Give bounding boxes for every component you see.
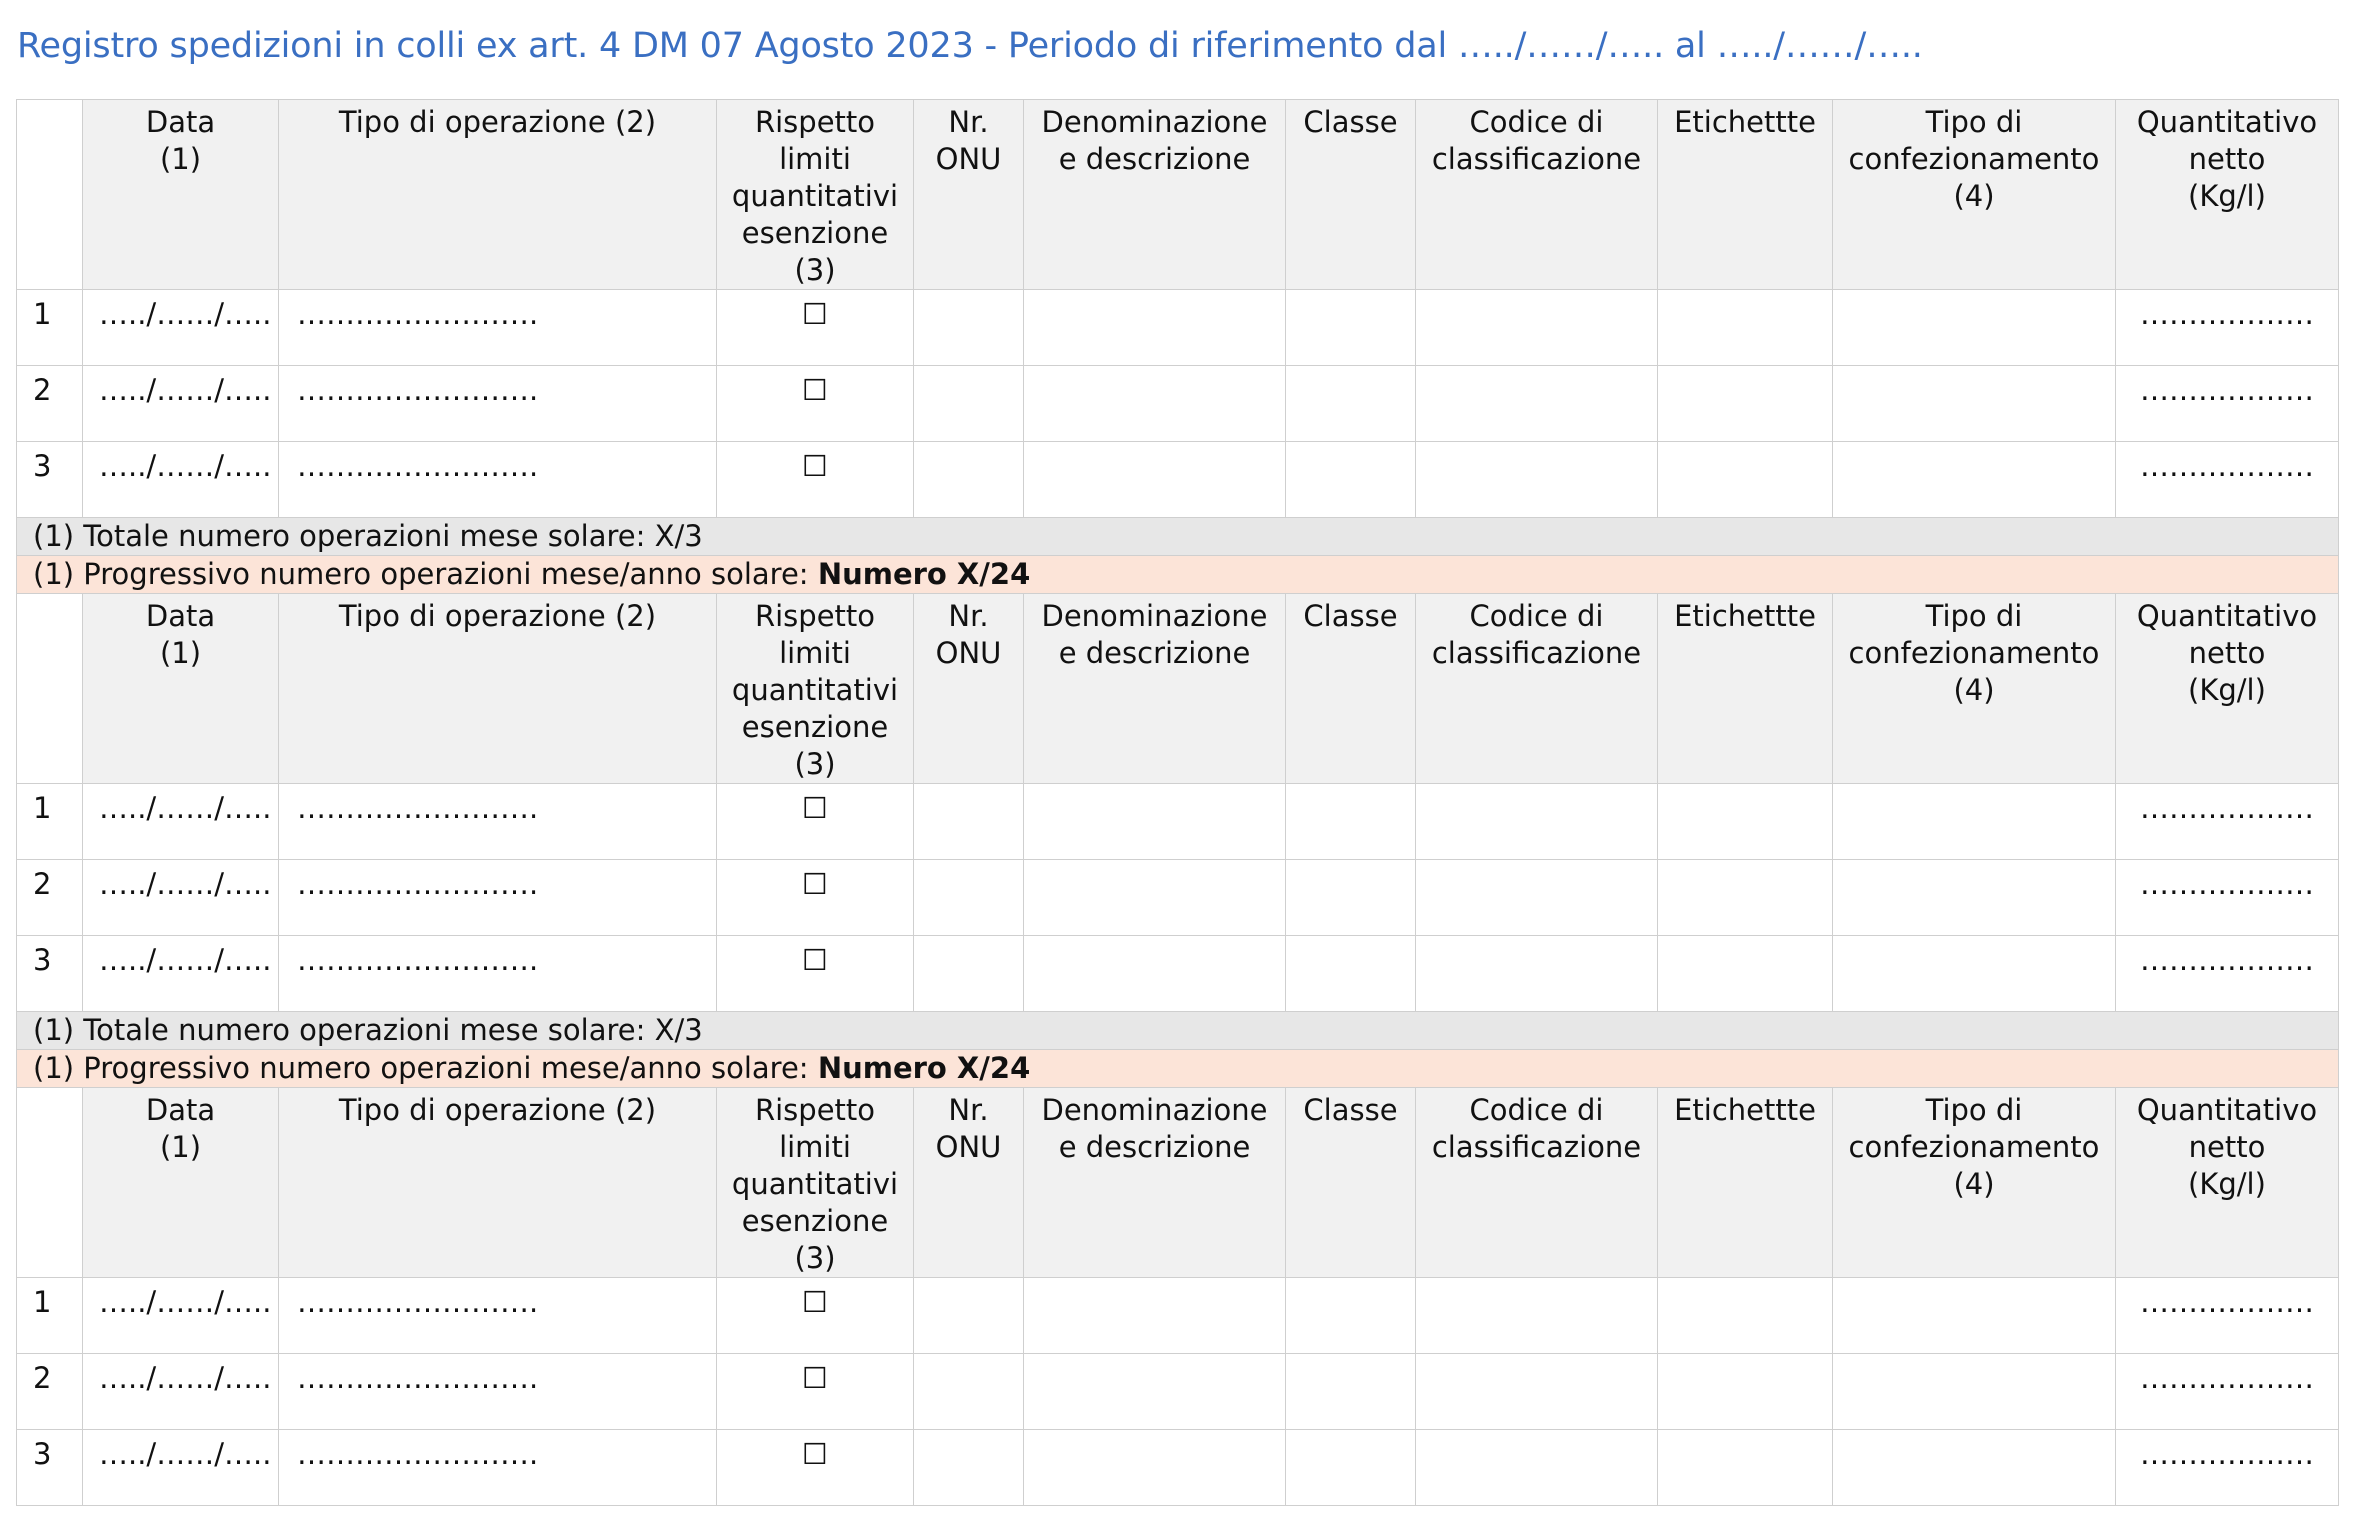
packaging-type-field[interactable] [1833, 442, 2116, 518]
header-index-cell [17, 594, 83, 784]
classification-code-field[interactable] [1416, 1278, 1658, 1354]
header-line: Nr. [948, 105, 989, 139]
header-line: Classe [1303, 1093, 1398, 1127]
header-line: Etichettte [1674, 105, 1816, 139]
exemption-checkbox[interactable]: ☐ [717, 366, 914, 442]
column-header-tipo [279, 1088, 717, 1278]
labels-field[interactable] [1658, 366, 1833, 442]
class-field[interactable] [1286, 860, 1416, 936]
column-header-codice [1416, 1088, 1658, 1278]
progressive-count-row [17, 1050, 2339, 1088]
table-row [17, 290, 2339, 366]
header-line: Tipo di [1925, 105, 2023, 139]
packaging-type-field[interactable] [1833, 860, 2116, 936]
header-line: quantitativi [731, 179, 899, 213]
header-line: ONU [935, 636, 1002, 670]
row-number: 1 [17, 784, 83, 860]
header-row [17, 100, 2339, 290]
column-header-codice [1416, 100, 1658, 290]
header-line: netto [2188, 636, 2266, 670]
progressive-count-cell [17, 556, 2339, 594]
class-field[interactable] [1286, 1278, 1416, 1354]
column-header-confezionamento [1833, 1088, 2116, 1278]
table-row [17, 366, 2339, 442]
onu-field[interactable] [914, 860, 1024, 936]
row-number: 2 [17, 860, 83, 936]
header-line: esenzione [741, 710, 889, 744]
exemption-checkbox[interactable]: ☐ [717, 784, 914, 860]
column-header-rispetto [717, 100, 914, 290]
description-field[interactable] [1024, 1278, 1286, 1354]
header-index-cell [17, 100, 83, 290]
packaging-type-field[interactable] [1833, 1430, 2116, 1506]
operation-type-field[interactable]: ……………………. [279, 442, 717, 518]
column-header-data [83, 1088, 279, 1278]
header-line: (3) [794, 747, 836, 781]
header-line: (Kg/l) [2188, 1167, 2266, 1201]
exemption-checkbox[interactable]: ☐ [717, 936, 914, 1012]
classification-code-field[interactable] [1416, 290, 1658, 366]
header-line: Codice di [1469, 1093, 1604, 1127]
header-line: (Kg/l) [2188, 673, 2266, 707]
class-field[interactable] [1286, 936, 1416, 1012]
classification-code-field[interactable] [1416, 442, 1658, 518]
header-line: (1) [159, 1130, 202, 1164]
header-line: Data [145, 105, 216, 139]
header-line: Tipo di operazione (2) [338, 1093, 657, 1127]
table-row [17, 784, 2339, 860]
header-line: classificazione [1431, 636, 1642, 670]
operation-type-field[interactable]: ……………………. [279, 860, 717, 936]
column-header-etichette [1658, 1088, 1833, 1278]
header-row [17, 594, 2339, 784]
progressive-count-label: (1) Progressivo numero operazioni mese/anno solare: [33, 1051, 818, 1085]
class-field[interactable] [1286, 442, 1416, 518]
description-field[interactable] [1024, 784, 1286, 860]
header-line: (4) [1953, 1167, 1995, 1201]
progressive-count-value: Numero X/24 [817, 1051, 1031, 1085]
labels-field[interactable] [1658, 290, 1833, 366]
header-line: (3) [794, 253, 836, 287]
progressive-count-row [17, 556, 2339, 594]
net-quantity-field[interactable]: ……………… [2116, 784, 2339, 860]
header-index-cell [17, 1088, 83, 1278]
header-line: Etichettte [1674, 1093, 1816, 1127]
header-line: Codice di [1469, 599, 1604, 633]
row-number: 3 [17, 1430, 83, 1506]
header-line: ONU [935, 1130, 1002, 1164]
date-field[interactable]: …../……/….. [83, 1354, 279, 1430]
column-header-etichette [1658, 594, 1833, 784]
description-field[interactable] [1024, 1354, 1286, 1430]
progressive-count-value: Numero X/24 [817, 557, 1031, 591]
description-field[interactable] [1024, 290, 1286, 366]
net-quantity-field[interactable]: ……………… [2116, 860, 2339, 936]
header-line: Nr. [948, 1093, 989, 1127]
header-line: Etichettte [1674, 599, 1816, 633]
labels-field[interactable] [1658, 1278, 1833, 1354]
column-header-onu [914, 1088, 1024, 1278]
classification-code-field[interactable] [1416, 1430, 1658, 1506]
labels-field[interactable] [1658, 860, 1833, 936]
classification-code-field[interactable] [1416, 1354, 1658, 1430]
header-row [17, 1088, 2339, 1278]
header-line: Tipo di operazione (2) [338, 105, 657, 139]
date-field[interactable]: …../……/….. [83, 442, 279, 518]
description-field[interactable] [1024, 860, 1286, 936]
net-quantity-field[interactable]: ……………… [2116, 1354, 2339, 1430]
header-line: limiti [779, 142, 851, 176]
onu-field[interactable] [914, 936, 1024, 1012]
table-row [17, 1354, 2339, 1430]
table-row [17, 1278, 2339, 1354]
header-line: esenzione [741, 216, 889, 250]
date-field[interactable]: …../……/….. [83, 860, 279, 936]
exemption-checkbox[interactable]: ☐ [717, 290, 914, 366]
table-row [17, 442, 2339, 518]
classification-code-field[interactable] [1416, 784, 1658, 860]
table-row [17, 936, 2339, 1012]
operation-type-field[interactable]: ……………………. [279, 1278, 717, 1354]
monthly-total-row [17, 1012, 2339, 1050]
operation-type-field[interactable]: ……………………. [279, 1354, 717, 1430]
header-line: Nr. [948, 599, 989, 633]
header-line: Quantitativo [2136, 1093, 2318, 1127]
progressive-count-label: (1) Progressivo numero operazioni mese/anno solare: [33, 557, 818, 591]
column-header-onu [914, 594, 1024, 784]
header-line: Data [145, 599, 216, 633]
row-number: 3 [17, 936, 83, 1012]
classification-code-field[interactable] [1416, 860, 1658, 936]
header-line: esenzione [741, 1204, 889, 1238]
header-line: Quantitativo [2136, 105, 2318, 139]
column-header-denominazione [1024, 594, 1286, 784]
operation-type-field[interactable]: ……………………. [279, 366, 717, 442]
onu-field[interactable] [914, 1354, 1024, 1430]
operation-type-field[interactable]: ……………………. [279, 1430, 717, 1506]
column-header-classe [1286, 100, 1416, 290]
exemption-checkbox[interactable]: ☐ [717, 1430, 914, 1506]
header-line: quantitativi [731, 1167, 899, 1201]
column-header-etichette [1658, 100, 1833, 290]
header-line: Tipo di [1925, 1093, 2023, 1127]
class-field[interactable] [1286, 290, 1416, 366]
column-header-quantitativo [2116, 594, 2339, 784]
table-row [17, 860, 2339, 936]
column-header-classe [1286, 594, 1416, 784]
labels-field[interactable] [1658, 1354, 1833, 1430]
header-line: e descrizione [1058, 1130, 1251, 1164]
header-line: Tipo di [1925, 599, 2023, 633]
exemption-checkbox[interactable]: ☐ [717, 1354, 914, 1430]
row-number: 1 [17, 290, 83, 366]
column-header-tipo [279, 594, 717, 784]
header-line: Data [145, 1093, 216, 1127]
header-line: confezionamento [1848, 1130, 2100, 1164]
classification-code-field[interactable] [1416, 936, 1658, 1012]
progressive-count-cell [17, 1050, 2339, 1088]
labels-field[interactable] [1658, 442, 1833, 518]
header-line: Denominazione [1041, 105, 1268, 139]
header-line: Rispetto [754, 599, 876, 633]
row-number: 2 [17, 366, 83, 442]
column-header-denominazione [1024, 1088, 1286, 1278]
date-field[interactable]: …../……/….. [83, 1278, 279, 1354]
header-line: (3) [794, 1241, 836, 1275]
header-line: (4) [1953, 179, 1995, 213]
header-line: e descrizione [1058, 636, 1251, 670]
operation-type-field[interactable]: ……………………. [279, 936, 717, 1012]
monthly-total-text: (1) Totale numero operazioni mese solare: X/3 [17, 1012, 2339, 1050]
operation-type-field[interactable]: ……………………. [279, 290, 717, 366]
exemption-checkbox[interactable]: ☐ [717, 1278, 914, 1354]
classification-code-field[interactable] [1416, 366, 1658, 442]
column-header-data [83, 594, 279, 784]
header-line: confezionamento [1848, 142, 2100, 176]
page-title: Registro spedizioni in colli ex art. 4 DM 07 Agosto 2023 - Periodo di riferimento dal …../……/….. al …../……/….. [17, 26, 1923, 66]
shipment-register-table [16, 99, 2339, 1506]
header-line: netto [2188, 142, 2266, 176]
header-line: classificazione [1431, 142, 1642, 176]
description-field[interactable] [1024, 442, 1286, 518]
date-field[interactable]: …../……/….. [83, 784, 279, 860]
packaging-type-field[interactable] [1833, 784, 2116, 860]
onu-field[interactable] [914, 442, 1024, 518]
header-line: (Kg/l) [2188, 179, 2266, 213]
header-line: ONU [935, 142, 1002, 176]
monthly-total-text: (1) Totale numero operazioni mese solare: X/3 [17, 518, 2339, 556]
header-line: Denominazione [1041, 599, 1268, 633]
packaging-type-field[interactable] [1833, 1278, 2116, 1354]
description-field[interactable] [1024, 936, 1286, 1012]
column-header-quantitativo [2116, 100, 2339, 290]
column-header-classe [1286, 1088, 1416, 1278]
header-line: classificazione [1431, 1130, 1642, 1164]
header-line: (4) [1953, 673, 1995, 707]
header-line: (1) [159, 142, 202, 176]
table-row [17, 1430, 2339, 1506]
packaging-type-field[interactable] [1833, 290, 2116, 366]
header-line: quantitativi [731, 673, 899, 707]
net-quantity-field[interactable]: ……………… [2116, 936, 2339, 1012]
class-field[interactable] [1286, 1354, 1416, 1430]
header-line: e descrizione [1058, 142, 1251, 176]
column-header-codice [1416, 594, 1658, 784]
column-header-rispetto [717, 594, 914, 784]
date-field[interactable]: …../……/….. [83, 1430, 279, 1506]
header-line: limiti [779, 636, 851, 670]
column-header-onu [914, 100, 1024, 290]
onu-field[interactable] [914, 366, 1024, 442]
labels-field[interactable] [1658, 936, 1833, 1012]
header-line: Codice di [1469, 105, 1604, 139]
onu-field[interactable] [914, 1278, 1024, 1354]
onu-field[interactable] [914, 784, 1024, 860]
header-line: Rispetto [754, 1093, 876, 1127]
column-header-data [83, 100, 279, 290]
class-field[interactable] [1286, 784, 1416, 860]
header-line: Quantitativo [2136, 599, 2318, 633]
column-header-confezionamento [1833, 594, 2116, 784]
packaging-type-field[interactable] [1833, 366, 2116, 442]
column-header-tipo [279, 100, 717, 290]
description-field[interactable] [1024, 366, 1286, 442]
class-field[interactable] [1286, 366, 1416, 442]
net-quantity-field[interactable]: ……………… [2116, 290, 2339, 366]
header-line: netto [2188, 1130, 2266, 1164]
description-field[interactable] [1024, 1430, 1286, 1506]
row-number: 3 [17, 442, 83, 518]
packaging-type-field[interactable] [1833, 936, 2116, 1012]
labels-field[interactable] [1658, 1430, 1833, 1506]
column-header-denominazione [1024, 100, 1286, 290]
date-field[interactable]: …../……/….. [83, 366, 279, 442]
row-number: 2 [17, 1354, 83, 1430]
header-line: confezionamento [1848, 636, 2100, 670]
net-quantity-field[interactable]: ……………… [2116, 1430, 2339, 1506]
column-header-quantitativo [2116, 1088, 2339, 1278]
class-field[interactable] [1286, 1430, 1416, 1506]
packaging-type-field[interactable] [1833, 1354, 2116, 1430]
row-number: 1 [17, 1278, 83, 1354]
column-header-rispetto [717, 1088, 914, 1278]
date-field[interactable]: …../……/….. [83, 290, 279, 366]
monthly-total-row [17, 518, 2339, 556]
header-line: (1) [159, 636, 202, 670]
header-line: limiti [779, 1130, 851, 1164]
exemption-checkbox[interactable]: ☐ [717, 860, 914, 936]
header-line: Tipo di operazione (2) [338, 599, 657, 633]
exemption-checkbox[interactable]: ☐ [717, 442, 914, 518]
labels-field[interactable] [1658, 784, 1833, 860]
onu-field[interactable] [914, 290, 1024, 366]
header-line: Rispetto [754, 105, 876, 139]
date-field[interactable]: …../……/….. [83, 936, 279, 1012]
header-line: Classe [1303, 105, 1398, 139]
net-quantity-field[interactable]: ……………… [2116, 442, 2339, 518]
onu-field[interactable] [914, 1430, 1024, 1506]
operation-type-field[interactable]: ……………………. [279, 784, 717, 860]
header-line: Classe [1303, 599, 1398, 633]
net-quantity-field[interactable]: ……………… [2116, 1278, 2339, 1354]
net-quantity-field[interactable]: ……………… [2116, 366, 2339, 442]
column-header-confezionamento [1833, 100, 2116, 290]
header-line: Denominazione [1041, 1093, 1268, 1127]
